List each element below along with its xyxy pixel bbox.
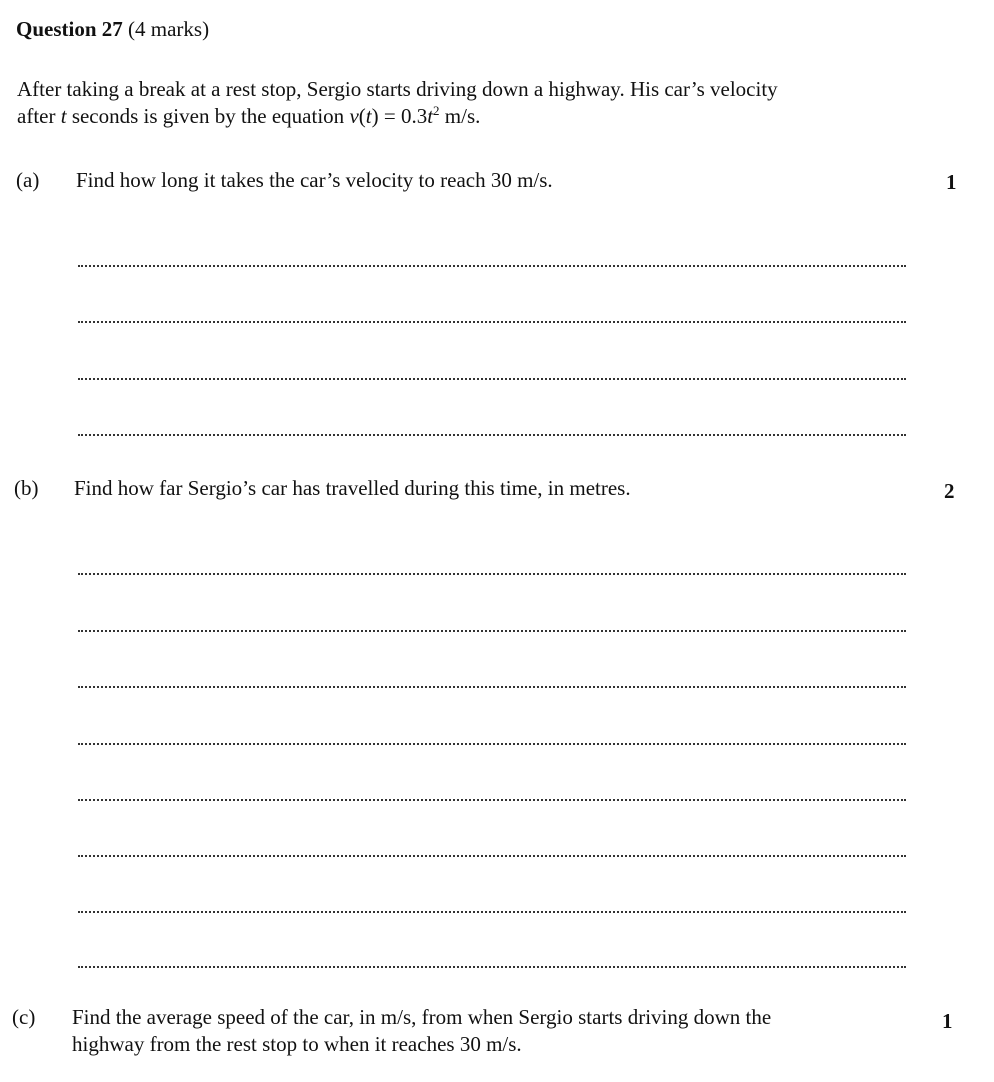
answer-line[interactable]	[78, 573, 906, 575]
part-c-label: (c)	[12, 1005, 36, 1029]
part-a-text: Find how long it takes the car’s velocity to reach 30 m/s.	[76, 168, 553, 192]
answer-line[interactable]	[78, 378, 906, 380]
answer-line[interactable]	[78, 265, 906, 267]
part-c-text-line-1: Find the average speed of the car, in m/s, from when Sergio starts driving down the	[72, 1005, 772, 1029]
question-heading	[16, 16, 209, 42]
answer-line[interactable]	[78, 799, 906, 801]
answer-line[interactable]	[78, 321, 906, 323]
part-b-label: (b)	[14, 476, 39, 500]
answer-line[interactable]	[78, 911, 906, 913]
answer-line[interactable]	[78, 630, 906, 632]
answer-line[interactable]	[78, 966, 906, 968]
question-marks: (4 marks)	[128, 17, 210, 41]
answer-line[interactable]	[78, 434, 906, 436]
part-c-marks: 1	[942, 1009, 953, 1033]
part-b-marks: 2	[944, 479, 955, 503]
part-b-text: Find how far Sergio’s car has travelled during this time, in metres.	[74, 476, 631, 500]
part-a-label: (a)	[16, 168, 40, 192]
part-c-text-line-2: highway from the rest stop to when it reaches 30 m/s.	[72, 1032, 522, 1056]
question-intro	[17, 76, 917, 130]
answer-line[interactable]	[78, 743, 906, 745]
answer-line[interactable]	[78, 855, 906, 857]
exponent: 2	[433, 103, 440, 118]
part-c-text	[72, 1004, 771, 1058]
velocity-equation-v: v	[349, 104, 359, 128]
intro-line-2: after t seconds is given by the equation $v(t) = 0.3t^2$ m/s.	[17, 103, 481, 128]
part-a-marks: 1	[946, 170, 957, 194]
answer-line[interactable]	[78, 686, 906, 688]
question-number: Question 27	[16, 17, 123, 41]
intro-line-1: After taking a break at a rest stop, Sergio starts driving down a highway. His car’s velocity	[17, 77, 778, 101]
